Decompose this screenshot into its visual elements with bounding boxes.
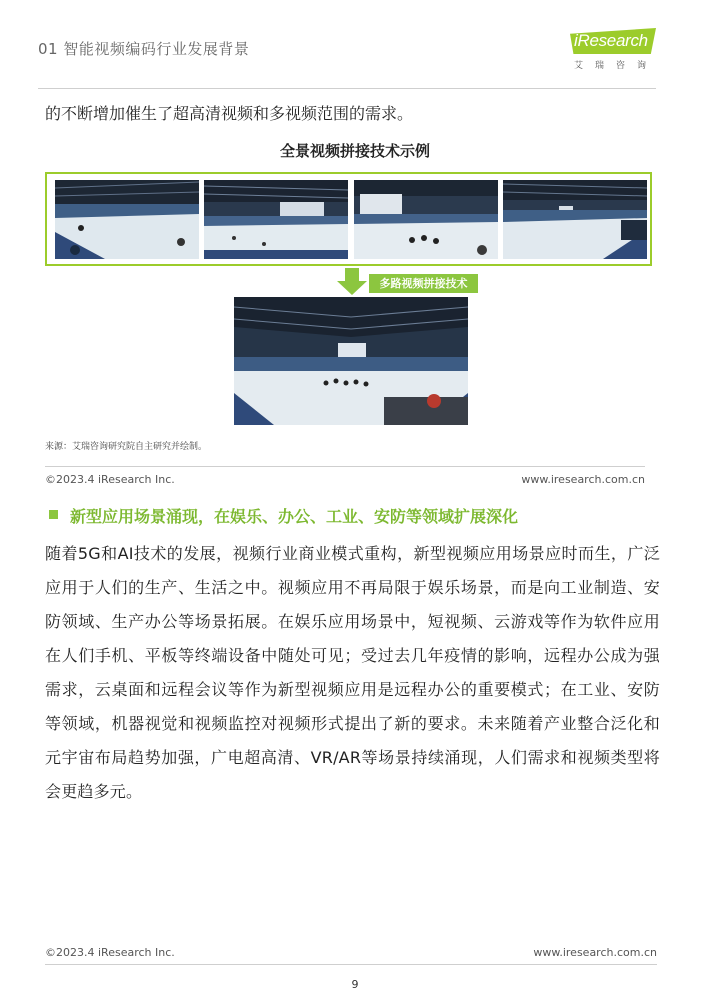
down-arrow-icon <box>336 268 368 296</box>
section-heading: 新型应用场景涌现，在娱乐、办公、工业、安防等领域扩展深化 <box>70 507 519 526</box>
mid-website: www.iresearch.com.cn <box>521 473 645 486</box>
logo-subtitle: 艾瑞咨询 <box>574 61 659 71</box>
section-bullet-icon <box>49 510 58 519</box>
section-body: 随着5G和AI技术的发展，视频行业商业模式重构，新型视频应用场景应时而生，广泛应用于人们的生产、生活之中。视频应用不再局限于娱乐场景，而是向工业制造、安防领域、生产办公等场景拓展。在娱乐应用场景中，短视频、云游戏等作为软件应用在人们手机、平板等终端设备中随处可见；受过去几年疫情的影响，远程办公成为强需求，云桌面和远程会议等作为新型视频应用是远程办公的重要模式；在工业、安防等领域，机器视觉和视频监控对视频形式提出了新的要求。未来随着产业整合泛化和元宇宙布局趋势加强，广电超高清、VR/AR等场景持续涌现，人们需求和视频类型将会更趋多元。 <box>45 544 660 801</box>
camera-frame-2 <box>204 180 348 259</box>
footer-website: www.iresearch.com.cn <box>533 946 657 959</box>
mid-divider <box>45 466 645 467</box>
camera-frame-4 <box>503 180 647 259</box>
figure-title: 全景视频拼接技术示例 <box>279 142 430 160</box>
camera-frame-1 <box>55 180 199 259</box>
iresearch-logo <box>570 24 662 74</box>
mid-copyright: ©2023.4 iResearch Inc. <box>45 473 175 486</box>
stitch-technique-label: 多路视频拼接技术 <box>369 274 478 293</box>
footer-divider <box>45 964 657 965</box>
footer-copyright: ©2023.4 iResearch Inc. <box>45 946 175 959</box>
stitched-panorama-image <box>234 297 468 425</box>
page-number: 9 <box>351 978 359 991</box>
figure-source: 来源：艾瑞咨询研究院自主研究并绘制。 <box>45 442 208 452</box>
header-title: 01 智能视频编码行业发展背景 <box>38 40 250 58</box>
logo-text: iResearch <box>574 31 648 50</box>
header-divider <box>38 88 656 89</box>
camera-frame-3 <box>354 180 498 259</box>
source-frames-strip <box>45 172 652 266</box>
intro-paragraph-end: 的不断增加催生了超高清视频和多视频范围的需求。 <box>45 104 414 123</box>
